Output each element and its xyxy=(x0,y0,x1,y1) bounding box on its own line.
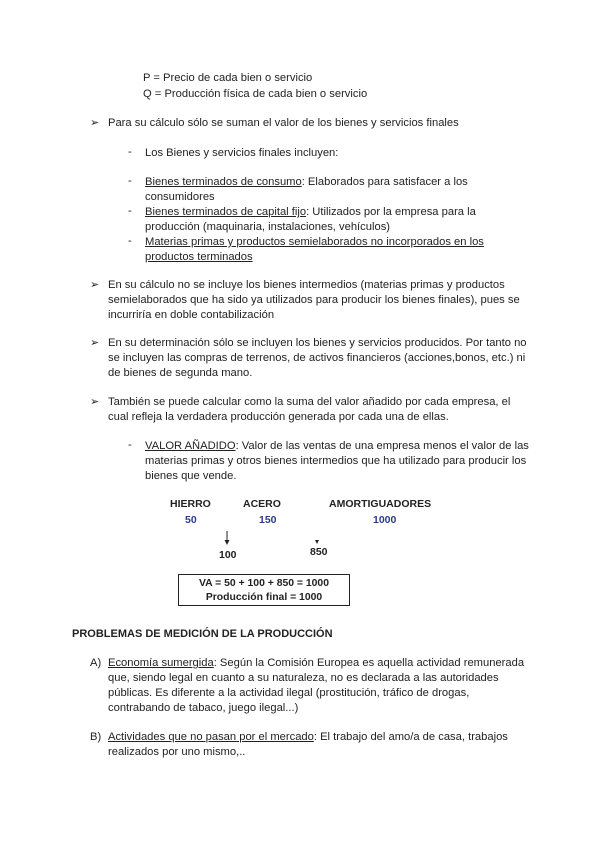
problem-a-line3: públicas. Es diferente a la actividad ilegal (prostitución, tráfico de drogas, xyxy=(108,687,470,699)
bullet-final-goods: Para su cálculo sólo se suman el valor de los bienes y servicios finales xyxy=(108,117,459,129)
problem-b-marker: B) xyxy=(90,731,102,743)
sub-capital-cont: producción (maquinaria, instalaciones, vehículos) xyxy=(145,221,391,233)
dash-icon: - xyxy=(128,175,132,187)
capital-text: : Utilizados por la empresa para la xyxy=(306,206,476,218)
va-formula: VA = 50 + 100 + 850 = 1000 xyxy=(199,578,329,589)
problem-a-line2: que, siendo legal en cuanto a su naturaleza, no es declarada a las autoridades xyxy=(108,672,499,684)
bullet-intermediate-line3: incurriría en doble contabilización xyxy=(108,309,275,321)
amortiguadores-value: 1000 xyxy=(373,514,397,526)
acero-value: 150 xyxy=(259,514,277,526)
hierro-label: HIERRO xyxy=(170,498,211,510)
va-definition xyxy=(145,439,529,455)
sub-capital xyxy=(145,205,476,221)
added-value-amortiguadores: 850 xyxy=(310,546,328,558)
bullet-intermediate-line2: semielaborados que ha sido ya utilizados para producir los bienes finales), pues se xyxy=(108,294,520,306)
problem-a-term: Economía sumergida xyxy=(108,657,214,669)
consumo-term: Bienes terminados de consumo xyxy=(145,176,302,188)
bullet-produced-line1: En su determinación sólo se incluyen los bienes y servicios producidos. Por tanto no xyxy=(108,337,527,349)
capital-term: Bienes terminados de capital fijo xyxy=(145,206,307,218)
hierro-value: 50 xyxy=(185,514,197,526)
dash-icon: - xyxy=(128,235,132,247)
problem-b-text: : El trabajo del amo/a de casa, trabajos xyxy=(313,731,508,743)
bullet-intermediate-line1: En su cálculo no se incluye los bienes intermedios (materias primas y productos xyxy=(108,279,505,291)
dash-icon: - xyxy=(128,205,132,217)
bullet-arrow-icon: ➢ xyxy=(90,117,100,129)
sub-materias-cont: productos terminados xyxy=(145,251,253,263)
problem-a-line1 xyxy=(108,656,524,672)
acero-label: ACERO xyxy=(243,498,281,510)
problem-b-term: Actividades que no pasan por el mercado xyxy=(108,731,314,743)
sub-consumo-cont: consumidores xyxy=(145,191,215,203)
down-arrow-icon xyxy=(222,530,232,546)
bullet-value-added-line2: cual refleja la verdadera producción generada por cada una de ellas. xyxy=(108,411,449,423)
problems-title: PROBLEMAS DE MEDICIÓN DE LA PRODUCCIÓN xyxy=(72,628,333,640)
bullet-produced-line2: se incluyen las compras de terrenos, de activos financieros (acciones,bonos, etc.) ni xyxy=(108,352,526,364)
problem-a-line4: contrabando de tabaco, juego ilegal...) xyxy=(108,702,299,714)
sub-consumo xyxy=(145,175,468,191)
consumo-text: : Elaborados para satisfacer a los xyxy=(301,176,468,188)
dash-icon: - xyxy=(128,146,132,158)
va-definition-line2: materias primas y otros bienes intermedios que ha utilizado para producir los xyxy=(145,455,527,467)
va-definition-line3: bienes que vende. xyxy=(145,470,237,482)
va-summary-box xyxy=(178,574,350,606)
production-final: Producción final = 1000 xyxy=(205,591,323,603)
bullet-arrow-icon: ➢ xyxy=(90,337,100,349)
bullet-arrow-icon: ➢ xyxy=(90,279,100,291)
problem-a-marker: A) xyxy=(90,657,102,669)
problem-b-line1 xyxy=(108,730,508,746)
bullet-value-added-line1: También se puede calcular como la suma del valor añadido por cada empresa, el xyxy=(108,396,511,408)
bullet-produced-line3: de bienes de segunda mano. xyxy=(108,367,253,379)
va-text: : Valor de las ventas de una empresa menos el valor de las xyxy=(235,440,529,452)
def-q: Q = Producción física de cada bien o servicio xyxy=(143,88,368,100)
problem-a-text: : Según la Comisión Europea es aquella actividad remunerada xyxy=(213,657,525,669)
sub-intro: Los Bienes y servicios finales incluyen: xyxy=(145,147,339,159)
va-term: VALOR AÑADIDO xyxy=(145,440,236,452)
amortiguadores-label: AMORTIGUADORES xyxy=(329,498,432,510)
problem-b-line2: realizados por uno mismo,.. xyxy=(108,746,246,758)
sub-materias: Materias primas y productos semielaborados no incorporados en los xyxy=(145,236,484,248)
added-value-acero: 100 xyxy=(219,549,237,561)
bullet-arrow-icon: ➢ xyxy=(90,396,100,408)
dash-icon: - xyxy=(128,439,132,451)
def-p: P = Precio de cada bien o servicio xyxy=(143,72,313,84)
